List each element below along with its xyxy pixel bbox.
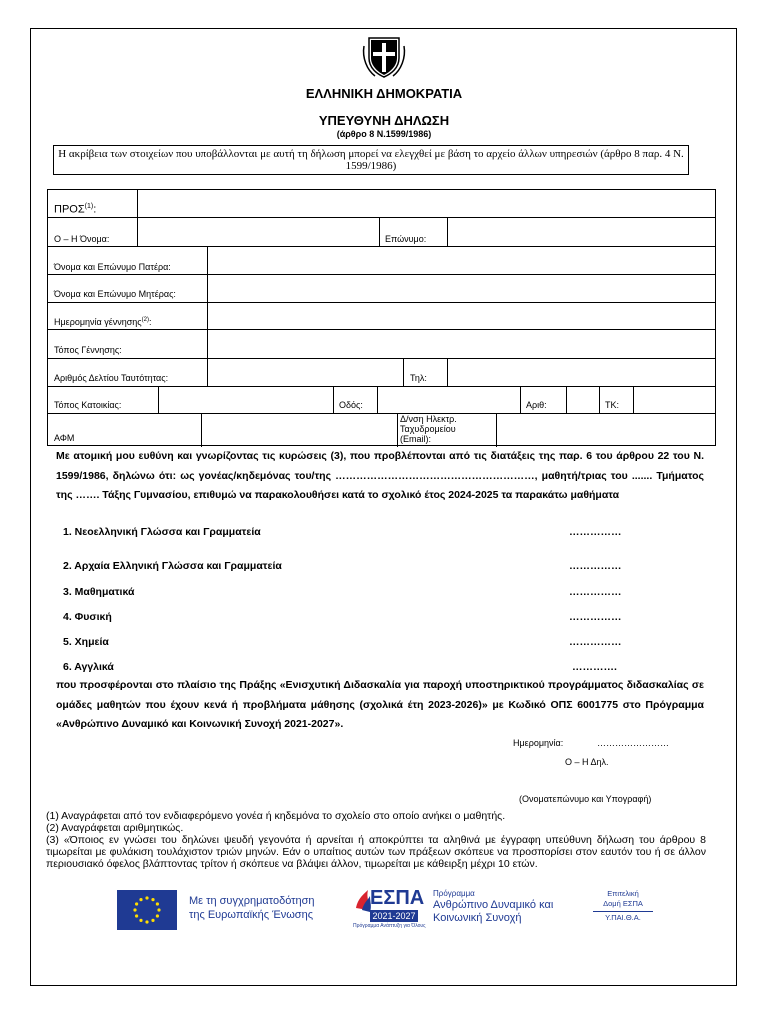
id-card-label: Αριθμός Δελτίου Ταυτότητας: — [54, 373, 169, 383]
course-item: 6. Αγγλικά — [63, 661, 114, 673]
course-field[interactable]: …………… — [569, 611, 622, 623]
to-field[interactable] — [138, 191, 716, 217]
zip-code-field[interactable] — [634, 387, 716, 413]
republic-heading: ΕΛΛΗΝΙΚΗ ΔΗΜΟΚΡΑΤΙΑ — [305, 86, 463, 101]
espa-logo-text: ΕΣΠΑ — [370, 887, 425, 909]
date-field[interactable]: …………………… — [597, 738, 669, 748]
program-caption: Πρόγραμμα — [433, 889, 475, 898]
footnote-2: (2) Αναγράφεται αριθμητικώς. — [46, 822, 184, 834]
mother-name-field[interactable] — [208, 275, 716, 302]
declarant-form — [47, 189, 716, 446]
birthplace-field[interactable] — [208, 330, 716, 358]
signature-label: (Ονοματεπώνυμο και Υπογραφή) — [519, 794, 652, 804]
street-number-label: Αριθ: — [526, 400, 547, 410]
name-field[interactable] — [138, 218, 378, 246]
residence-label: Τόπος Κατοικίας: — [54, 400, 122, 410]
document-subtitle: (άρθρο 8 Ν.1599/1986) — [336, 129, 432, 139]
course-item: 5. Χημεία — [63, 636, 109, 648]
phone-label: Τηλ: — [410, 373, 427, 383]
father-name-label: Όνομα και Επώνυμο Πατέρα: — [54, 262, 171, 272]
course-field[interactable]: …………… — [569, 526, 622, 538]
management-unit-logo: Επιτελική Δομή ΕΣΠΑ Υ.ΠΑΙ.Θ.Α. — [587, 889, 659, 923]
footnote-1: (1) Αναγράφεται από τον ενδιαφερόμενο γονέα ή κηδεμόνα το σχολείο στο οποίο ανήκει ο μαθητής. — [46, 810, 506, 822]
footnote-3: (3) «Όποιος εν γνώσει του δηλώνει ψευδή γεγονότα ή αρνείται ή αποκρύπτει τα αληθινά με έγγραφη υπεύθυνη δήλωση του άρθρου 8 τιμωρείται με φυλάκιση τουλάχιστον τριών μηνών. Εάν ο υπαίτιος αυτών των πράξεων σκόπευε να προσπορίσει στον εαυτόν του ή σε άλλον περιουσιακό όφελος βλάπτοντας τρίτον ή σκόπευε να βλάψει άλλον, τιμωρείται με κάθειρξη μέχρι 10 ετών. — [46, 834, 706, 870]
phone-field[interactable] — [448, 359, 716, 386]
surname-field[interactable] — [448, 218, 716, 246]
course-field[interactable]: …………… — [569, 560, 622, 572]
eu-cofunding-text: Με τη συγχρηματοδότηση της Ευρωπαϊκής Ένωσης — [189, 895, 315, 921]
street-label: Οδός: — [339, 400, 363, 410]
course-item: 4. Φυσική — [63, 611, 112, 623]
afm-field[interactable] — [202, 414, 396, 446]
course-item: 3. Μαθηματικά — [63, 586, 135, 598]
course-field[interactable]: …………… — [569, 586, 622, 598]
mother-name-label: Όνομα και Επώνυμο Μητέρας: — [54, 289, 176, 299]
zip-code-label: ΤΚ: — [605, 400, 620, 410]
accuracy-notice: Η ακρίβεια των στοιχείων που υποβάλλονται με αυτή τη δήλωση μπορεί να ελεγχθεί με βάση το αρχείο άλλων υπηρεσιών (άρθρο 8 παρ. 4 Ν. 1599/1986) — [53, 145, 689, 175]
to-label: ΠΡΟΣ$^{(1)}$: — [54, 203, 97, 216]
course-item: 1. Νεοελληνική Γλώσσα και Γραμματεία — [63, 526, 261, 538]
name-label: Ο – Η Όνομα: — [54, 234, 110, 244]
surname-label: Επώνυμο: — [385, 234, 427, 244]
funding-logos — [117, 886, 657, 934]
street-number-field[interactable] — [567, 387, 598, 413]
greek-emblem-icon — [361, 34, 407, 80]
footnotes — [46, 810, 706, 870]
espa-years: 2021-2027 — [370, 910, 418, 922]
email-label: Δ/νση Ηλεκτρ. Ταχυδρομείου (Email): — [400, 414, 457, 444]
street-field[interactable] — [378, 387, 519, 413]
email-field[interactable] — [497, 414, 716, 446]
declaration-outro: που προσφέρονται στο πλαίσιο της Πράξης «Ενισχυτική Διδασκαλία για παροχή υποστηρικτικού προγράμματος διδασκαλίας σε ομάδες μαθητών που έχουν κενά ή προβλήματα μάθησης (σχολικά έτη 2023-2026)» με Κωδικό ΟΠΣ 6001775 στο Πρόγραμμα «Ανθρώπινο Δυναμικό και Κοινωνική Συνοχή 2021-2027». — [56, 679, 704, 730]
course-field[interactable]: …………. — [572, 661, 617, 673]
id-card-field[interactable] — [208, 359, 402, 386]
birthdate-label: Ημερομηνία γέννησης$^{(2)}$: — [54, 317, 152, 327]
eu-flag-icon — [117, 890, 177, 930]
document-title: ΥΠΕΥΘΥΝΗ ΔΗΛΩΣΗ — [318, 113, 450, 128]
date-label: Ημερομηνία: — [513, 738, 564, 748]
course-field[interactable]: …………… — [569, 636, 622, 648]
birthdate-field[interactable] — [208, 303, 716, 329]
birthplace-label: Τόπος Γέννησης: — [54, 345, 122, 355]
declaration-intro: Με ατομική μου ευθύνη και γνωρίζοντας τις κυρώσεις (3), που προβλέπονται από τις διατάξεις της παρ. 6 του άρθρου 22 του Ν. 1599/1986, δηλώνω ότι: ως γονέας/κηδεμόνας του/της …………………………………………………, μαθητή/τριας του ....... Τμήματος της ……. Τάξης Γυμνασίου, επιθυμώ να παρακολουθήσει κατά το σχολικό έτος 2024-2025 τα παρακάτω μαθήματα — [56, 450, 704, 501]
espa-tagline: Πρόγραμμα Ανάπτυξη για Όλους — [353, 923, 426, 929]
afm-label: ΑΦΜ — [54, 433, 75, 443]
course-item: 2. Αρχαία Ελληνική Γλώσσα και Γραμματεία — [63, 560, 282, 572]
residence-field[interactable] — [159, 387, 332, 413]
father-name-field[interactable] — [208, 247, 716, 274]
program-name: Ανθρώπινο Δυναμικό και Κοινωνική Συνοχή — [433, 899, 554, 924]
declarant-label: Ο – Η Δηλ. — [565, 757, 609, 767]
